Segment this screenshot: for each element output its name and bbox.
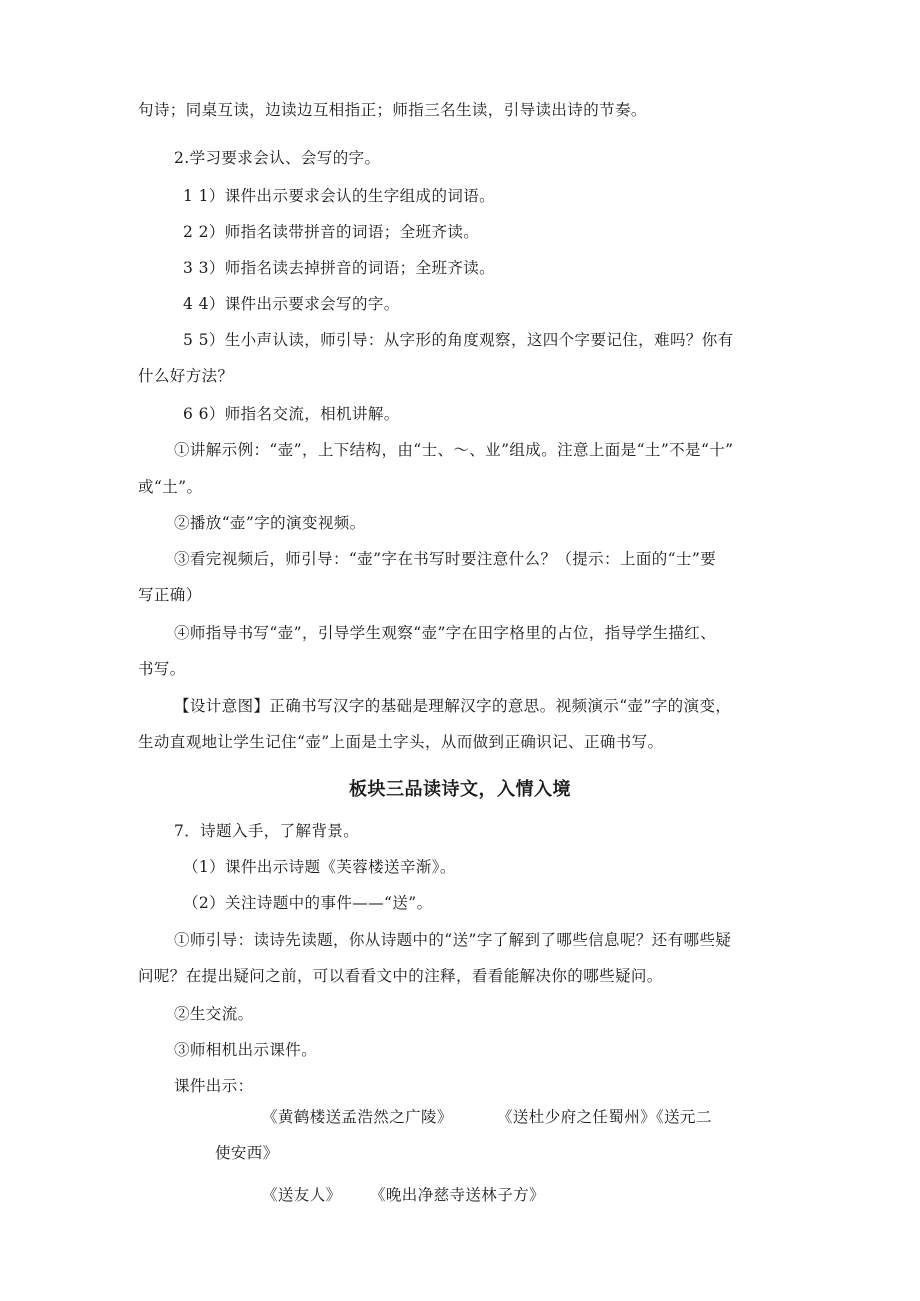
section-item-7: 7．诗题入手，了解背景。: [174, 822, 360, 840]
paragraph-line: ②生交流。: [174, 1005, 254, 1023]
list-item: 4 4）课件出示要求会写的字。: [183, 295, 400, 313]
list-item: （2）关注诗题中的事件——“送”。: [183, 894, 433, 912]
poem-title: 《送杜少府之任蜀州》《送元二: [497, 1108, 712, 1126]
paragraph-line: ④师指导书写“壶”，引导学生观察“壶”字在田字格里的占位，指导学生描红、: [174, 624, 717, 642]
poem-title: 《晚出净慈寺送林子方》: [370, 1186, 545, 1204]
poem-title: 《送友人》: [262, 1186, 342, 1204]
paragraph-line: 句诗；同桌互读，边读边互相指正；师指三名生读，引导读出诗的节奏。: [138, 101, 647, 119]
list-item: 1 1）课件出示要求会认的生字组成的词语。: [183, 187, 496, 205]
poem-title: 《黄鹤楼送孟浩然之广陵》: [262, 1108, 453, 1126]
paragraph-line: 什么好方法？: [138, 367, 234, 385]
list-item: 2 2）师指名读带拼音的词语；全班齐读。: [183, 223, 480, 241]
paragraph-line: 或“土”。: [138, 478, 203, 496]
paragraph-line: 生动直观地让学生记住“壶”上面是土字头，从而做到正确识记、正确书写。: [138, 733, 664, 751]
paragraph-line: 问呢？在提出疑问之前，可以看看文中的注释，看看能解决你的哪些疑问。: [138, 967, 663, 985]
list-item: 5 5）生小声认读，师引导：从字形的角度观察，这四个字要记住，难吗？你有: [183, 331, 734, 349]
paragraph-line: 书写。: [138, 660, 186, 678]
section-item-2: 2.学习要求会认、会写的字。: [174, 149, 381, 167]
paragraph-line: ③看完视频后，师引导：“壶”字在书写时要注意什么？（提示：上面的“士”要: [174, 550, 717, 568]
design-intent-note: 【设计意图】正确书写汉字的基础是理解汉字的意思。视频演示“壶”字的演变，: [174, 697, 732, 715]
list-item: 3 3）师指名读去掉拼音的词语；全班齐读。: [183, 259, 496, 277]
paragraph-line: ①讲解示例：“壶”，上下结构，由“士、〜、业”组成。注意上面是“土”不是“十”: [174, 441, 734, 459]
section-heading: 板块三品读诗文，入情入境: [349, 779, 571, 800]
list-item: 6 6）师指名交流，相机讲解。: [183, 405, 400, 423]
paragraph-line: ①师引导：读诗先读题，你从诗题中的“送”字了解到了哪些信息呢？还有哪些疑: [174, 931, 732, 949]
paragraph-line: ③师相机出示课件。: [174, 1041, 318, 1059]
poem-title: 使安西》: [215, 1144, 279, 1162]
paragraph-line: ②播放“壶”字的演变视频。: [174, 514, 366, 532]
list-item: （1）课件出示诗题《芙蓉楼送辛渐》。: [183, 858, 456, 876]
paragraph-line: 写正确）: [138, 586, 202, 604]
paragraph-line: 课件出示：: [174, 1077, 254, 1095]
